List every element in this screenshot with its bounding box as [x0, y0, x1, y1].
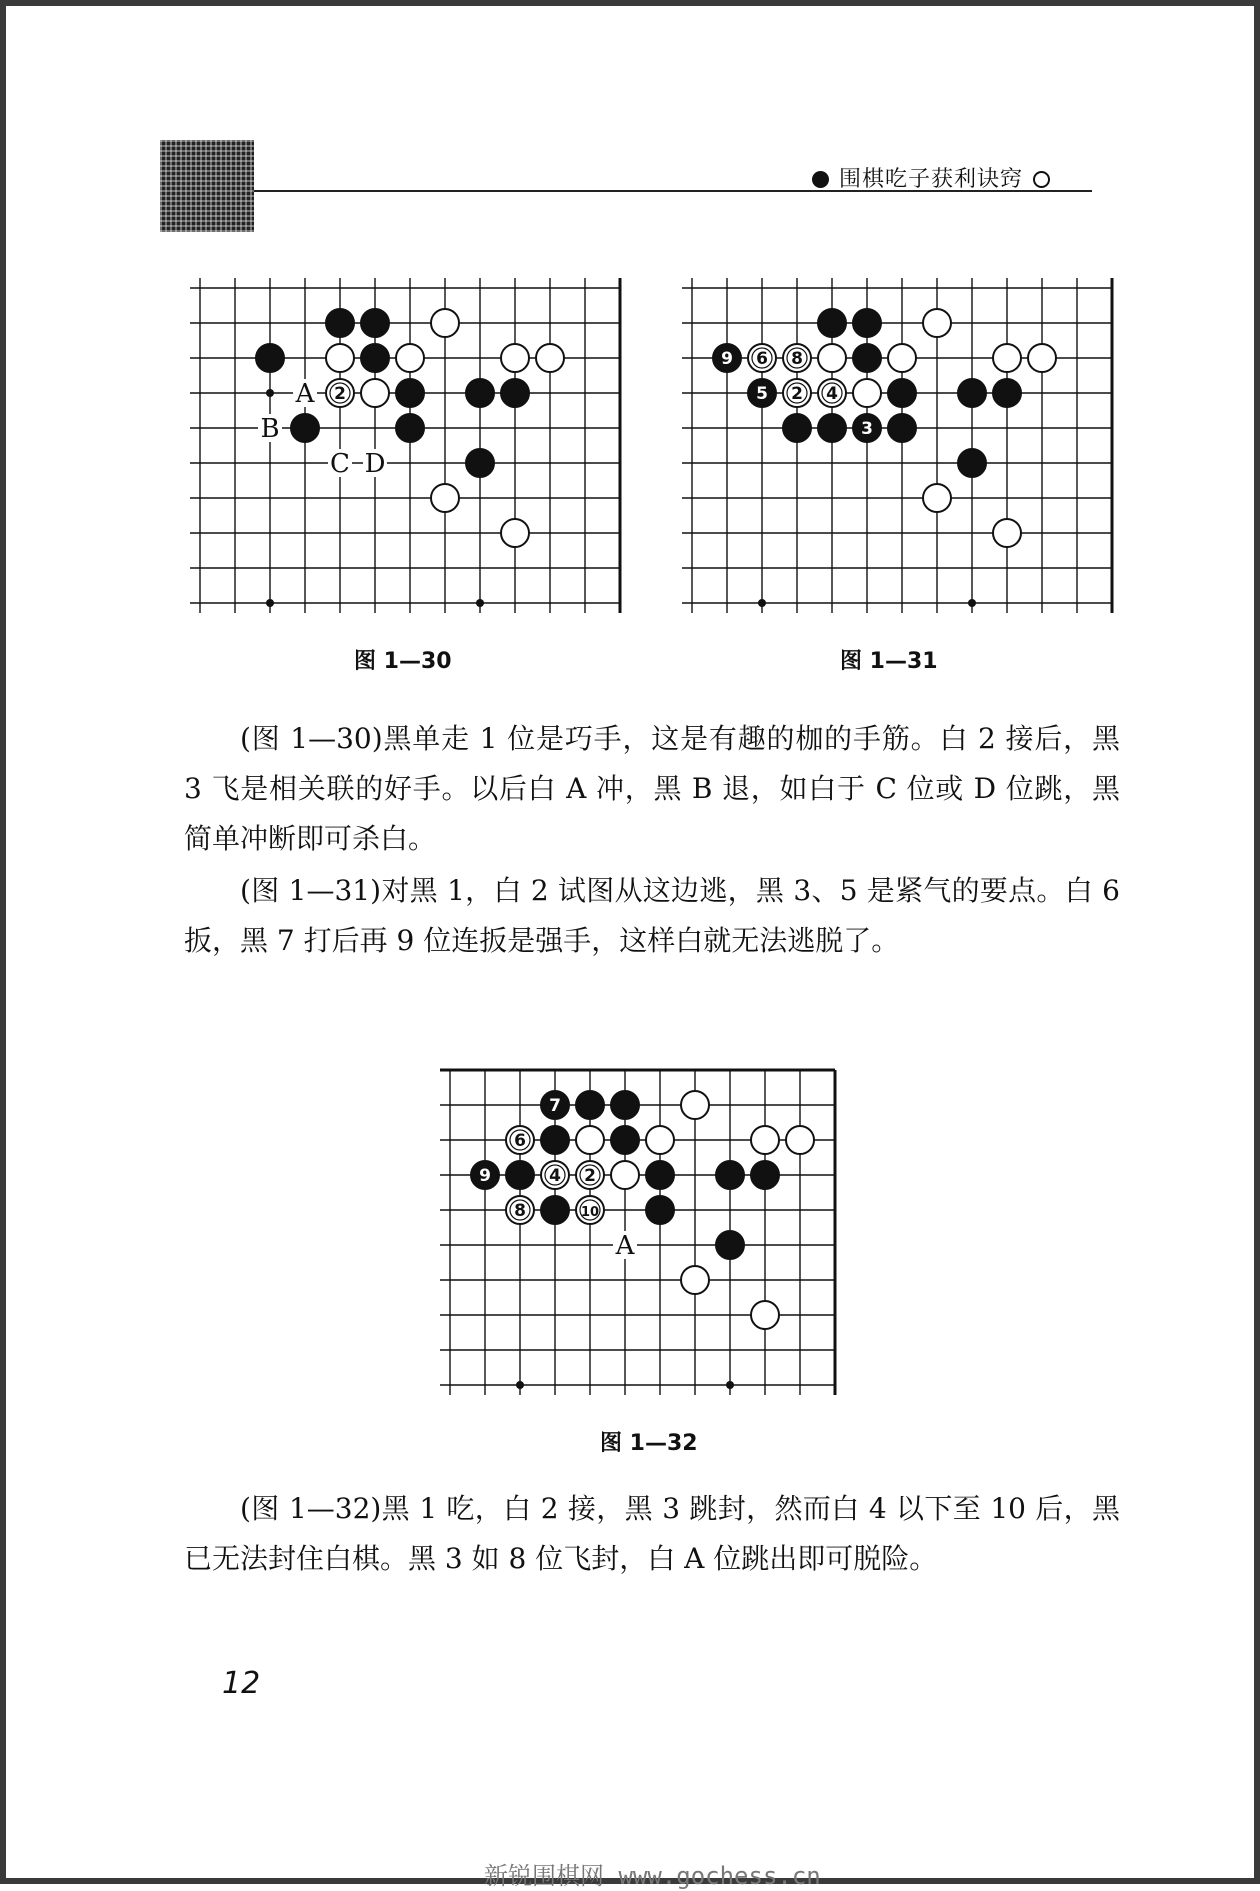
white-stone — [431, 309, 459, 337]
stone-move-number: 6 — [514, 1131, 526, 1151]
star-point-icon — [968, 599, 976, 607]
white-stone — [751, 1301, 779, 1329]
star-point-icon — [516, 1381, 524, 1389]
white-stone — [818, 379, 846, 407]
point-label: A — [615, 1231, 635, 1261]
stone-move-number: 9 — [721, 349, 733, 369]
watermark: 新锐围棋网 www.gochess.cn — [484, 1862, 821, 1890]
stone-move-number: 8 — [514, 1201, 526, 1221]
figure-caption-1-32: 图 1—32 — [600, 1431, 698, 1456]
black-stone — [646, 1196, 674, 1224]
white-stone — [326, 379, 354, 407]
black-stone — [541, 1126, 569, 1154]
black-stone — [748, 379, 776, 407]
point-label: A — [295, 379, 315, 409]
header-title-text: 围棋吃子获利诀窍 — [839, 167, 1024, 192]
white-stone — [818, 344, 846, 372]
black-stone — [611, 1126, 639, 1154]
white-stone — [751, 1126, 779, 1154]
white-stone — [748, 344, 776, 372]
black-stone — [958, 379, 986, 407]
black-stone — [783, 414, 811, 442]
black-stone — [466, 449, 494, 477]
black-stone — [853, 414, 881, 442]
white-stone — [923, 484, 951, 512]
black-stone — [541, 1091, 569, 1119]
stone-move-number: 6 — [756, 349, 768, 369]
black-stone — [716, 1161, 744, 1189]
figure-caption-1-31: 图 1—31 — [840, 649, 938, 674]
paragraph-1-30: (图 1—30)黑单走 1 位是巧手，这是有趣的枷的手筋。白 2 接后，黑 3 飞是相关联的好手。以后白 A 冲，黑 B 退，如白于 C 位或 D 位跳，黑简单冲断即可杀白。 — [184, 722, 1120, 855]
figure-caption-1-30: 图 1—30 — [354, 649, 452, 674]
white-stone — [993, 344, 1021, 372]
white-stone — [431, 484, 459, 512]
stone-move-number: 2 — [334, 384, 346, 404]
black-stone — [361, 309, 389, 337]
black-stone — [853, 344, 881, 372]
stone-move-number: 8 — [791, 349, 803, 369]
black-stone — [993, 379, 1021, 407]
white-stone — [646, 1126, 674, 1154]
white-stone — [576, 1161, 604, 1189]
black-stone — [958, 449, 986, 477]
white-stone — [361, 379, 389, 407]
stone-move-number: 4 — [549, 1166, 561, 1186]
white-stone — [993, 519, 1021, 547]
board-grid — [682, 278, 1112, 613]
black-stone — [506, 1161, 534, 1189]
board-grid — [190, 278, 620, 613]
running-header — [812, 162, 1050, 193]
white-stone — [576, 1196, 604, 1224]
black-stone — [471, 1161, 499, 1189]
paragraph-1-31: (图 1—31)对黑 1，白 2 试图从这边逃，黑 3、5 是紧气的要点。白 6 扳，黑 7 打后再 9 位连扳是强手，这样白就无法逃脱了。 — [184, 874, 1120, 957]
board-grid — [440, 1070, 835, 1395]
white-stone — [681, 1266, 709, 1294]
black-stone — [541, 1196, 569, 1224]
black-stone — [396, 414, 424, 442]
stone-move-number: 2 — [791, 384, 803, 404]
white-stone — [783, 379, 811, 407]
star-point-icon — [758, 599, 766, 607]
black-stone — [466, 379, 494, 407]
white-dot-icon — [1033, 171, 1050, 188]
page-number: 12 — [222, 1666, 261, 1701]
black-stone — [751, 1161, 779, 1189]
white-stone — [611, 1161, 639, 1189]
black-stone — [716, 1231, 744, 1259]
stone-move-number: 5 — [756, 384, 768, 404]
go-board-1-30 — [190, 278, 630, 613]
stone-move-number: 10 — [580, 1205, 600, 1220]
black-dot-icon — [812, 171, 829, 188]
go-board-1-31 — [682, 278, 1122, 613]
white-stone — [506, 1126, 534, 1154]
star-point-icon — [726, 1381, 734, 1389]
black-stone — [291, 414, 319, 442]
white-stone — [783, 344, 811, 372]
black-stone — [888, 379, 916, 407]
stone-move-number: 4 — [826, 384, 838, 404]
white-stone — [326, 344, 354, 372]
white-stone — [1028, 344, 1056, 372]
star-point-icon — [476, 599, 484, 607]
go-board-1-32 — [440, 1060, 845, 1395]
black-stone — [256, 344, 284, 372]
header-ornament — [160, 140, 254, 232]
white-stone — [853, 379, 881, 407]
black-stone — [818, 414, 846, 442]
white-stone — [888, 344, 916, 372]
white-stone — [536, 344, 564, 372]
black-stone — [818, 309, 846, 337]
black-stone — [501, 379, 529, 407]
black-stone — [611, 1091, 639, 1119]
star-point-icon — [266, 599, 274, 607]
point-label: D — [364, 449, 386, 479]
black-stone — [576, 1091, 604, 1119]
black-stone — [396, 379, 424, 407]
black-stone — [646, 1161, 674, 1189]
point-label: B — [260, 414, 280, 444]
stone-move-number: 3 — [861, 419, 873, 439]
white-stone — [541, 1161, 569, 1189]
white-stone — [501, 344, 529, 372]
black-stone — [853, 309, 881, 337]
point-label: C — [330, 449, 350, 479]
stone-move-number: 7 — [549, 1096, 561, 1116]
white-stone — [923, 309, 951, 337]
paragraph-1-32: (图 1—32)黑 1 吃，白 2 接，黑 3 跳封，然而白 4 以下至 10 后，黑已无法封住白棋。黑 3 如 8 位飞封，白 A 位跳出即可脱险。 — [184, 1492, 1120, 1575]
white-stone — [786, 1126, 814, 1154]
stone-move-number: 9 — [479, 1166, 491, 1186]
white-stone — [396, 344, 424, 372]
black-stone — [713, 344, 741, 372]
stone-move-number: 2 — [584, 1166, 596, 1186]
white-stone — [576, 1126, 604, 1154]
black-stone — [326, 309, 354, 337]
white-stone — [506, 1196, 534, 1224]
white-stone — [681, 1091, 709, 1119]
star-point-icon — [266, 389, 274, 397]
black-stone — [888, 414, 916, 442]
black-stone — [361, 344, 389, 372]
white-stone — [501, 519, 529, 547]
